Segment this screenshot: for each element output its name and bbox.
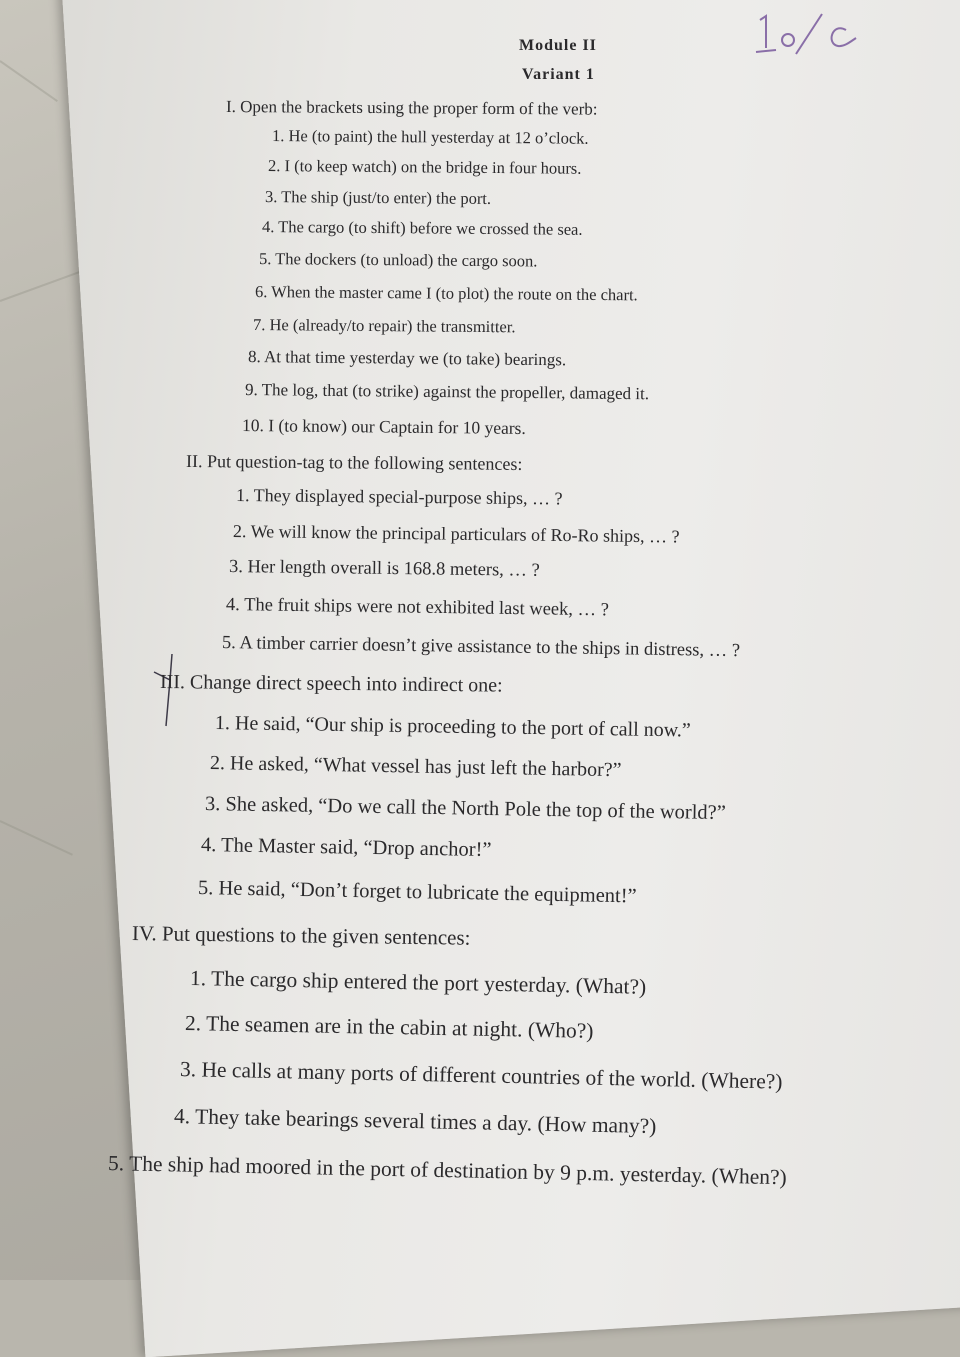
- section-4-item: 3. He calls at many ports of different countries of the world. (Where?): [179, 1057, 783, 1094]
- section-1-item: 2. I (to keep watch) on the bridge in four hours.: [267, 156, 582, 178]
- section-1-item: 10. I (to know) our Captain for 10 years.: [241, 415, 526, 438]
- section-1-item: 7. He (already/to repair) the transmitter.: [252, 315, 516, 337]
- section-4-item: 2. The seamen are in the cabin at night. (Who?): [184, 1011, 594, 1043]
- section-2-item: 1. They displayed special-purpose ships, … ?: [235, 485, 563, 509]
- section-1-item: 9. The log, that (to strike) against the propeller, damaged it.: [244, 380, 650, 404]
- section-1-item: 3. The ship (just/to enter) the port.: [264, 187, 492, 208]
- module-heading: Module II: [519, 37, 597, 54]
- section-2-title: II. Put question-tag to the following sentences:: [185, 451, 523, 474]
- section-2-item: 4. The fruit ships were not exhibited last week, … ?: [225, 595, 610, 621]
- section-3-item: 5. He said, “Don’t forget to lubricate the equipment!”: [197, 877, 637, 908]
- variant-heading: Variant 1: [522, 66, 595, 83]
- section-1-title: I. Open the brackets using the proper form of the verb:: [225, 97, 598, 119]
- section-2-item: 2. We will know the principal particulars of Ro-Ro ships, … ?: [232, 521, 680, 547]
- section-1-item: 6. When the master came I (to plot) the route on the chart.: [254, 282, 638, 305]
- section-1-item: 8. At that time yesterday we (to take) bearings.: [247, 347, 567, 370]
- section-3-item: 3. She asked, “Do we call the North Pole the top of the world?”: [204, 793, 727, 825]
- section-1-item: 4. The cargo (to shift) before we crossed the sea.: [261, 217, 583, 239]
- section-1-item: 1. He (to paint) the hull yesterday at 12 o’clock.: [271, 126, 589, 148]
- section-3-item: 2. He asked, “What vessel has just left the harbor?”: [209, 752, 622, 782]
- section-1-item: 5. The dockers (to unload) the cargo soon.: [258, 249, 538, 271]
- section-2-item: 5. A timber carrier doesn’t give assistance to the ships in distress, … ?: [221, 633, 741, 662]
- section-4-item: 5. The ship had moored in the port of destination by 9 p.m. yesterday. (When?): [107, 1151, 788, 1190]
- handwritten-grade-mark: [752, 8, 862, 58]
- section-4-item: 1. The cargo ship entered the port yesterday. (What?): [189, 966, 647, 999]
- section-4-title: IV. Put questions to the given sentences:: [131, 921, 471, 950]
- section-3-item: 1. He said, “Our ship is proceeding to the port of call now.”: [214, 712, 691, 742]
- section-4-item: 4. They take bearings several times a day. (How many?): [173, 1104, 657, 1139]
- section-3-title: III. Change direct speech into indirect one:: [159, 671, 503, 697]
- section-2-item: 3. Her length overall is 168.8 meters, … ?: [228, 557, 540, 581]
- section-3-item: 4. The Master said, “Drop anchor!”: [200, 834, 492, 862]
